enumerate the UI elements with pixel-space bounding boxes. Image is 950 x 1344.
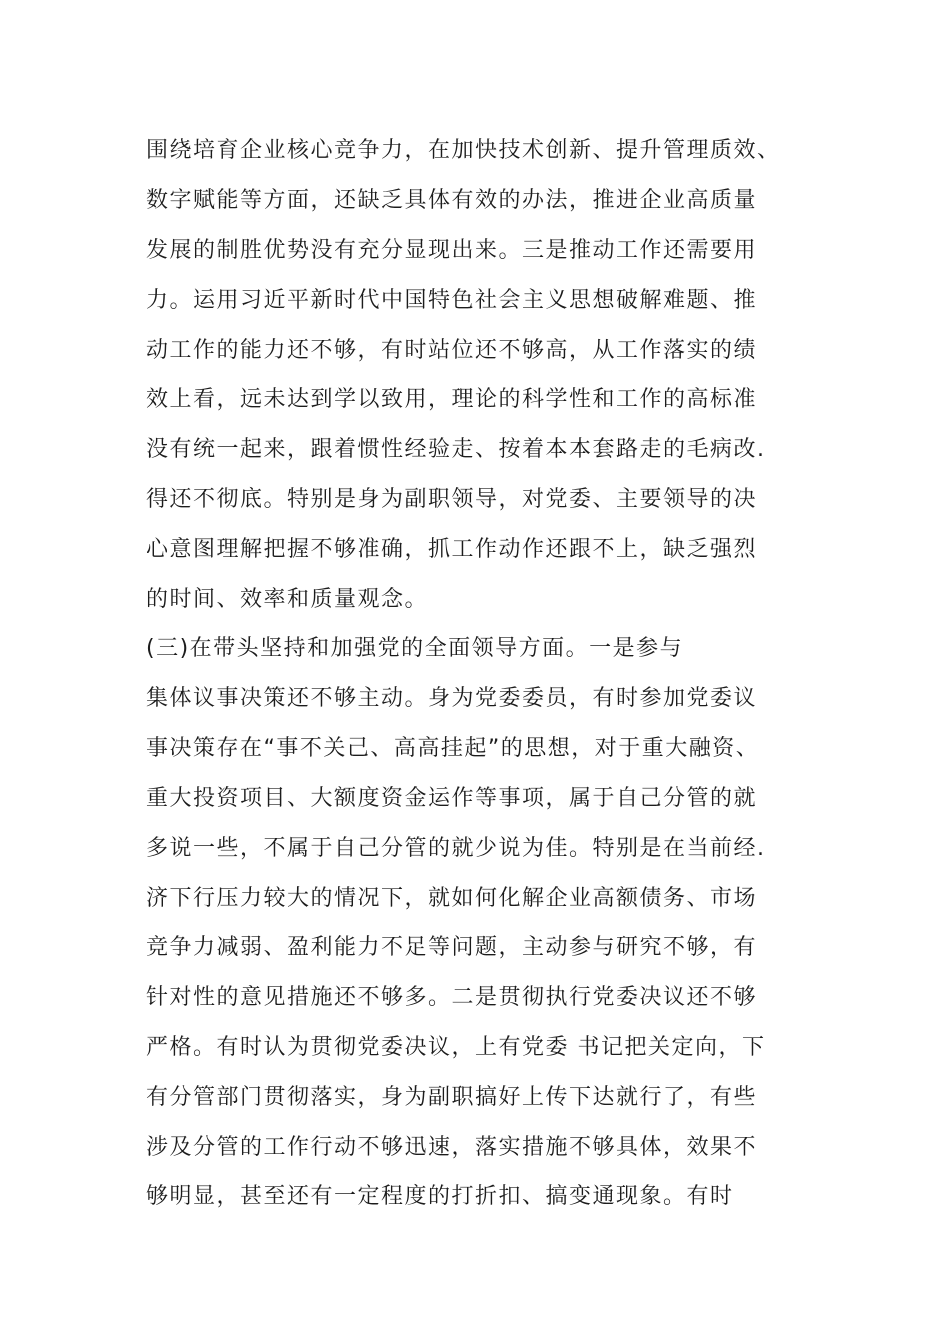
text-line: 发展的制胜优势没有充分显现出来。三是推动工作还需要用 <box>146 238 758 263</box>
text-line: 济下行压力较大的情况下，就如何化解企业高额债务、市场 <box>146 886 758 911</box>
text-line: 多说一些，不属于自己分管的就少说为佳。特别是在当前经. <box>146 836 766 861</box>
text-line: 得还不彻底。特别是身为副职领导，对党委、主要领导的决 <box>146 487 758 512</box>
text-line: 的时间、效率和质量观念。 <box>146 587 429 612</box>
text-line: 围绕培育企业核心竞争力，在加快技术创新、提升管理质效、 <box>146 138 781 163</box>
text-line: 数字赋能等方面，还缺乏具体有效的办法，推进企业高质量 <box>146 188 758 213</box>
text-line: 涉及分管的工作行动不够迅速，落实措施不够具体，效果不 <box>146 1135 758 1160</box>
text-line: 集体议事决策还不够主动。身为党委委员，有时参加党委议 <box>146 686 758 711</box>
text-line: 事决策存在“事不关己、高高挂起”的思想，对于重大融资、 <box>146 736 760 761</box>
text-line: 没有统一起来，跟着惯性经验走、按着本本套路走的毛病改. <box>146 437 766 462</box>
text-line: 够明显，甚至还有一定程度的打折扣、搞变通现象。有时 <box>146 1184 734 1209</box>
text-line: 重大投资项目、大额度资金运作等事项，属于自己分管的就 <box>146 786 758 811</box>
text-line: 心意图理解把握不够准确，抓工作动作还跟不上，缺乏强烈 <box>146 537 758 562</box>
text-line: 效上看，远未达到学以致用，理论的科学性和工作的高标准 <box>146 387 758 412</box>
text-line: 有分管部门贯彻落实，身为副职搞好上传下达就行了，有些 <box>146 1085 758 1110</box>
text-line: 严格。有时认为贯彻党委决议，上有党委 书记把关定向，下 <box>146 1035 766 1060</box>
text-line: 动工作的能力还不够，有时站位还不够高，从工作落实的绩 <box>146 338 758 363</box>
text-line: 竞争力减弱、盈利能力不足等问题，主动参与研究不够，有 <box>146 935 758 960</box>
section-heading-line: (三)在带头坚持和加强党的全面领导方面。一是参与 <box>146 636 684 661</box>
text-line: 针对性的意见措施还不够多。二是贯彻执行党委决议还不够 <box>146 985 758 1010</box>
text-line: 力。运用习近平新时代中国特色社会主义思想破解难题、推 <box>146 288 758 313</box>
